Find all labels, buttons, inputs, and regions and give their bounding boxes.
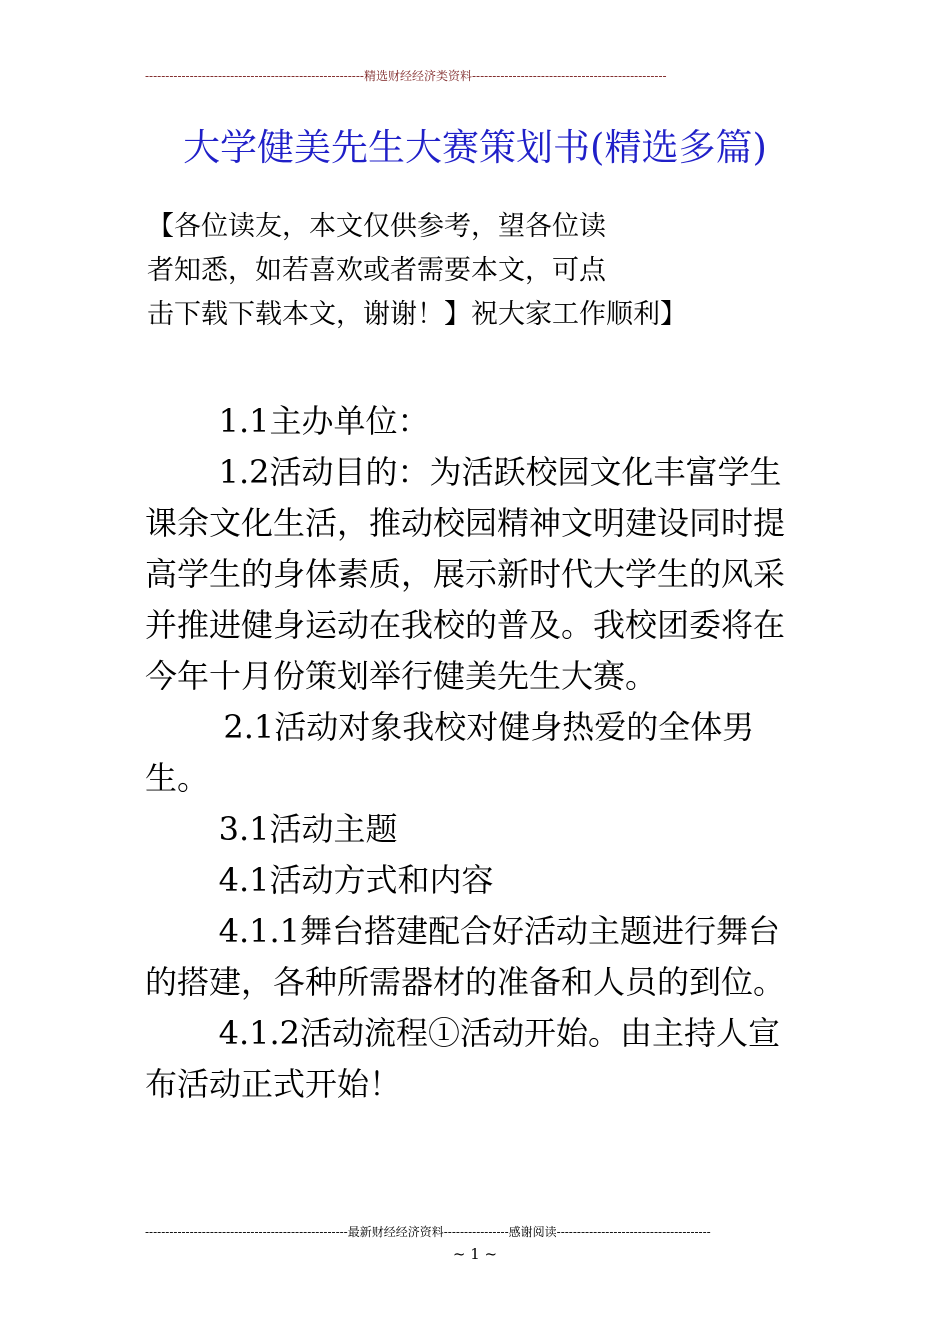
document-title: 大学健美先生大赛策划书(精选多篇): [183, 126, 767, 169]
header-rule-right: ------------------------------------------------: [471, 69, 667, 83]
paragraph-process: 4.1.2活动流程①活动开始。由主持人宣布活动正式开始！: [145, 1014, 781, 1103]
header-rule-left: ------------------------------------------------------: [145, 69, 364, 83]
paragraph-stage: 4.1.1舞台搭建配合好活动主题进行舞台的搭建，各种所需器材的准备和人员的到位。: [145, 912, 786, 1001]
footer-label-1: 最新财经经济资料: [347, 1225, 444, 1239]
paragraph-theme: 3.1活动主题: [218, 810, 398, 848]
page-number: ~ 1 ~: [452, 1245, 498, 1263]
notice-line: 击下载下载本文，谢谢！】祝大家工作顺利】: [147, 299, 687, 330]
footer-rule-right: --------------------------------------: [556, 1225, 711, 1239]
footer-label-2: 感谢阅读: [508, 1225, 557, 1239]
notice-line: 者知悉，如若喜欢或者需要本文，可点: [147, 255, 606, 286]
document-body: [145, 396, 810, 1110]
paragraph-participants: 2.1活动对象我校对健身热爱的全体男生。: [145, 708, 755, 797]
paragraph-purpose: 1.2活动目的：为活跃校园文化丰富学生课余文化生活，推动校园精神文明建设同时提高学生的身体素质，展示新时代大学生的风采并推进健身运动在我校的普及。我校团委将在今年十月份策划举行健美先生大赛。: [145, 453, 786, 695]
notice-line: 【各位读友，本文仅供参考，望各位读: [147, 211, 606, 242]
paragraph-method: 4.1活动方式和内容: [218, 861, 494, 899]
page-footer: [145, 1222, 785, 1242]
paragraph-organizer: 1.1主办单位：: [218, 402, 430, 440]
reader-notice: [147, 205, 807, 337]
page-header: [145, 66, 757, 86]
header-label: 精选财经经济类资料: [363, 69, 472, 83]
footer-rule-mid: ----------------: [443, 1225, 509, 1239]
footer-rule-left: --------------------------------------------------: [145, 1225, 348, 1239]
